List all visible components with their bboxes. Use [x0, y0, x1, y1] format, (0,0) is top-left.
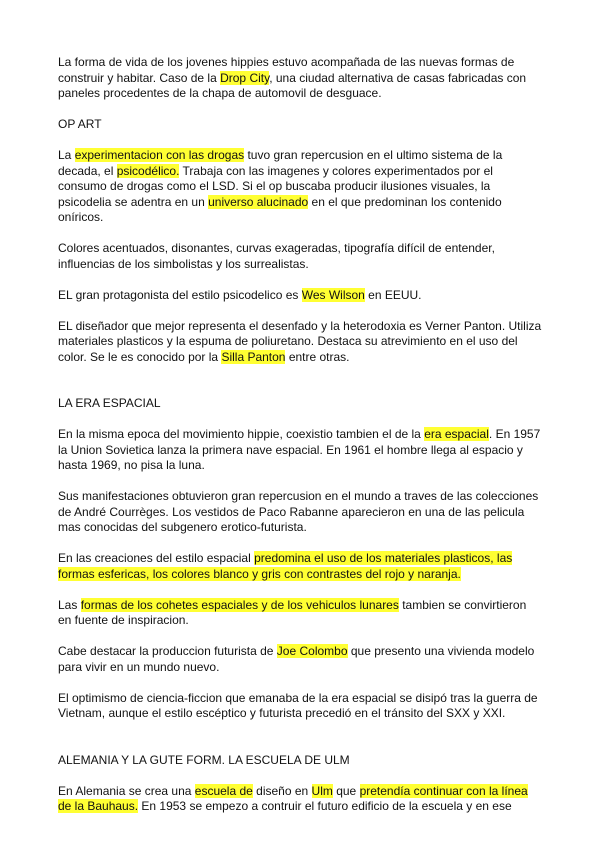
highlight-era-espacial: era espacial — [424, 427, 489, 441]
highlight-materiales: predomina el uso de los materiales plasticos, las formas esfericas, los colores blanco y gris con contrastes del rojo y naranja. — [58, 551, 513, 581]
heading-op-art: OP ART — [58, 117, 102, 131]
paragraph-colores: Colores acentuados, disonantes, curvas exageradas, tipografía difícil de entender, influencias de los simbolistas y los surrealistas. — [58, 241, 495, 271]
highlight-ulm: Ulm — [311, 783, 333, 798]
highlight-escuela: escuela de — [194, 783, 253, 798]
paragraph-wes-wilson: EL gran protagonista del estilo psicodelico es Wes Wilson en EEUU. — [58, 287, 422, 302]
paragraph-materiales: En las creaciones del estilo espacial predomina el uso de los materiales plasticos, las formas esfericas, los colores blanco y gris con contrastes del rojo y naranja. — [58, 551, 513, 581]
spacer — [58, 737, 542, 753]
heading-era-espacial: LA ERA ESPACIAL — [58, 396, 161, 410]
highlight-bauhaus: pretendía continuar con la línea de la Bauhaus. — [58, 783, 528, 813]
paragraph-drop-city: La forma de vida de los jovenes hippies estuvo acompañada de las nuevas formas de construir y habitar. Caso de la Drop City, una ciudad alternativa de casas fabricadas con paneles procedentes de la chapa de automovil de desguace. — [58, 55, 527, 100]
highlight-universo: universo alucinado — [208, 194, 309, 209]
highlight-drogas: experimentacion con las drogas — [74, 148, 245, 162]
highlight-psicodelico: psicodélico. — [116, 163, 180, 178]
highlight-drop-city: Drop City — [220, 70, 270, 85]
paragraph-colombo: Cabe destacar la produccion futurista de Joe Colombo que presento una vivienda modelo para vivir en un mundo nuevo. — [58, 644, 535, 674]
highlight-cohetes: formas de los cohetes espaciales y de los vehiculos lunares — [80, 597, 399, 612]
highlight-silla-panton: Silla Panton — [221, 349, 286, 364]
paragraph-era-espacial: En la misma epoca del movimiento hippie, coexistio tambien el de la era espacial. En 1957 la Union Sovietica lanza la primera nave espacial. En 1961 el hombre llega al espacio y hasta 1969, no pisa la luna. — [58, 427, 541, 472]
paragraph-ulm: En Alemania se crea una escuela de diseño en Ulm que pretendía continuar con la línea de la Bauhaus. En 1953 se empezo a contruir el futuro edificio de la escuela y en ese — [58, 783, 528, 813]
highlight-joe-colombo: Joe Colombo — [276, 644, 348, 658]
document-body — [58, 55, 542, 830]
paragraph-psicodelico: La experimentacion con las drogas tuvo gran repercusion en el ultimo sistema de la decada, el psicodélico. Trabaja con las imagenes y colores experimentados por el consumo de drogas como el LSD. Si el op buscaba producir ilusiones visuales, la psicodelia se adentra en un universo alucinado en el que predominan los contenido oníricos. — [58, 148, 503, 224]
highlight-wes-wilson: Wes Wilson — [301, 287, 365, 302]
paragraph-panton: EL diseñador que mejor representa el desenfado y la heterodoxia es Verner Panton. Utiliza materiales plasticos y la espuma de poliuretano. Destaca su atrevimiento en el uso del color. Se le es conocido por la Silla Panton entre otras. — [58, 318, 542, 364]
paragraph-optimismo: El optimismo de ciencia-ficcion que emanaba de la era espacial se disipó tras la guerra de Vietnam, aunque el estilo escéptico y futurista precedió en el tránsito del SXX y XXI. — [58, 690, 538, 720]
paragraph-cohetes: Las formas de los cohetes espaciales y de los vehiculos lunares tambien se convirtieron en fuente de inspiracion. — [58, 597, 527, 627]
paragraph-courreges: Sus manifestaciones obtuvieron gran repercusion en el mundo a traves de las colecciones de André Courrèges. Los vestidos de Paco Rabanne aparecieron en una de las pelicula mas conocidas del subgenero erotico-futurista. — [58, 489, 539, 534]
spacer — [58, 381, 542, 397]
heading-ulm: ALEMANIA Y LA GUTE FORM. LA ESCUELA DE ULM — [58, 752, 350, 767]
